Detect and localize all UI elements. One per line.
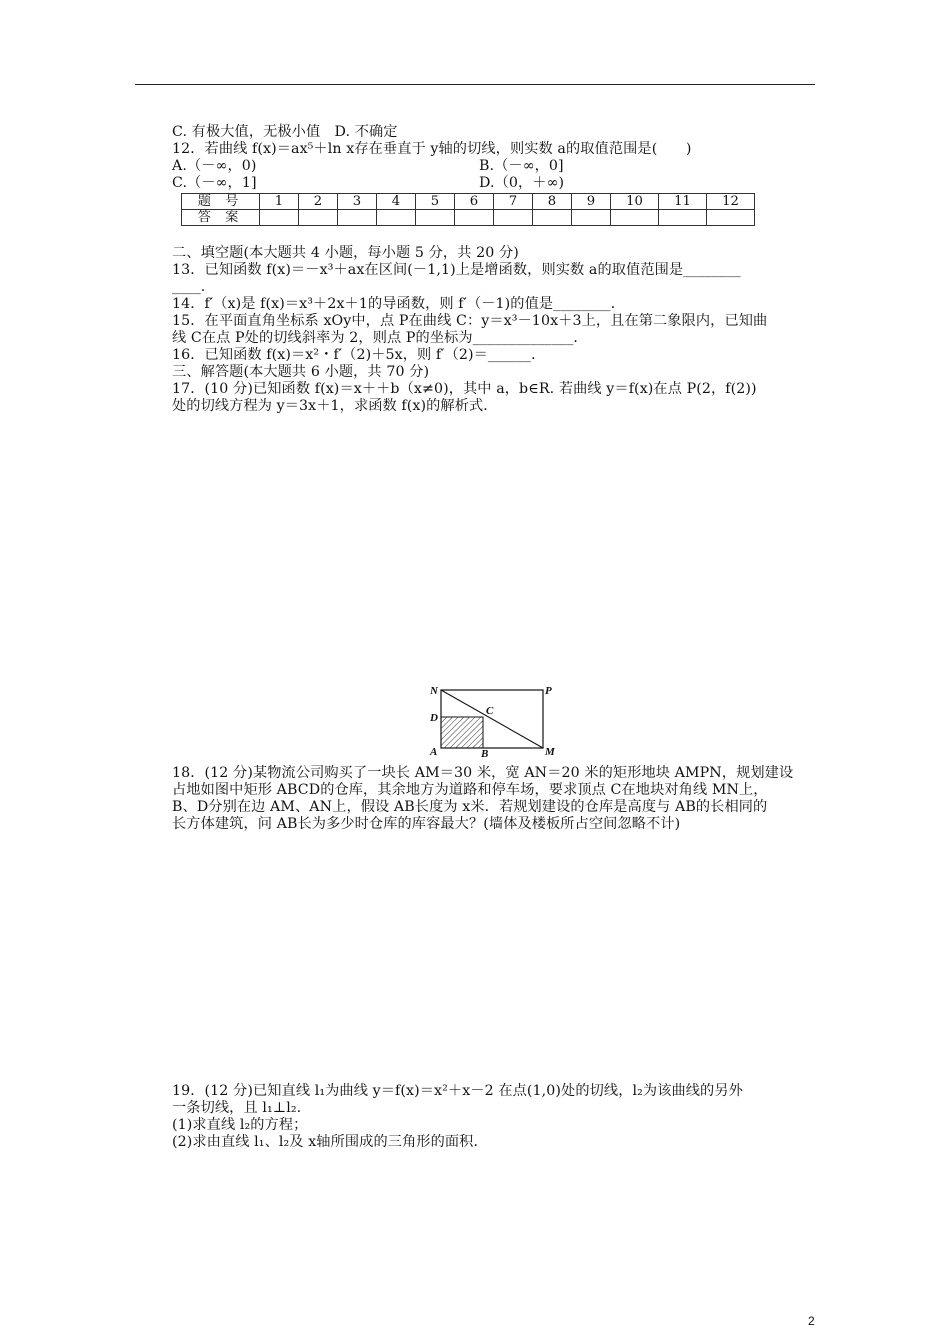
label-p: P bbox=[545, 685, 552, 697]
answer-cell[interactable] bbox=[377, 210, 416, 226]
answer-cell[interactable] bbox=[611, 210, 659, 226]
q18-line2: 占地如图中矩形 ABCD的仓库，其余地方为道路和停车场，要求顶点 C在地块对角线 MN上， bbox=[172, 782, 768, 798]
answer-cell[interactable] bbox=[338, 210, 377, 226]
label-m: M bbox=[545, 746, 555, 757]
table-cell-number: 10 bbox=[611, 194, 659, 210]
q12-stem: 12．若曲线 f(x)＝ax⁵＋ln x存在垂直于 y轴的切线，则实数 a的取值范围是( ) bbox=[172, 141, 692, 157]
label-c: C bbox=[486, 705, 494, 717]
q12-option-a: A.（－∞，0) bbox=[172, 158, 257, 174]
answer-table bbox=[181, 193, 755, 226]
answer-cell[interactable] bbox=[299, 210, 338, 226]
answer-cell[interactable] bbox=[455, 210, 494, 226]
warehouse-abcd bbox=[441, 717, 483, 748]
section-2-heading: 二、填空题(本大题共 4 小题，每小题 5 分，共 20 分) bbox=[172, 245, 519, 261]
q19-line3: (1)求直线 l₂的方程； bbox=[172, 1117, 308, 1133]
q17-line1: 17．(10 分)已知函数 f(x)＝x＋＋b（x≠0)，其中 a，b∈R. 若曲线 y＝f(x)在点 P(2，f(2)) bbox=[172, 381, 757, 397]
q13-line2: ____. bbox=[172, 279, 206, 295]
q16: 16．已知函数 f(x)＝x²・f′（2)＋5x，则 f′（2)＝______． bbox=[172, 347, 546, 363]
table-cell-number: 4 bbox=[377, 194, 416, 210]
answer-cell[interactable] bbox=[533, 210, 572, 226]
q18-line4: 长方体建筑，问 AB长为多少时仓库的库容最大？(墙体及楼板所占空间忽略不计) bbox=[172, 816, 681, 832]
answer-cell[interactable] bbox=[494, 210, 533, 226]
label-b: B bbox=[481, 748, 489, 757]
table-cell-number: 11 bbox=[659, 194, 707, 210]
q11-options-tail: C. 有极大值，无极小值 D. 不确定 bbox=[172, 124, 398, 140]
table-cell-number: 1 bbox=[260, 194, 299, 210]
table-cell-number: 2 bbox=[299, 194, 338, 210]
q17-line2: 处的切线方程为 y＝3x＋1，求函数 f(x)的解析式． bbox=[172, 398, 498, 414]
table-cell-number: 9 bbox=[572, 194, 611, 210]
page-number: 2 bbox=[808, 1314, 815, 1328]
answer-table-answer-row bbox=[182, 210, 755, 226]
answer-cell[interactable] bbox=[260, 210, 299, 226]
answer-cell[interactable] bbox=[416, 210, 455, 226]
answer-table-number-row bbox=[182, 194, 755, 210]
q18-line1: 18．(12 分)某物流公司购买了一块长 AM＝30 米，宽 AN＝20 米的矩形地块 AMPN，规划建设 bbox=[172, 765, 794, 781]
q12-option-c: C.（－∞，1] bbox=[172, 175, 257, 191]
q19-line1: 19．(12 分)已知直线 l₁为曲线 y＝f(x)＝x²＋x－2 在点(1,0)处的切线，l₂为该曲线的另外 bbox=[172, 1083, 743, 1099]
q18-line3: B、D分别在边 AM、AN上，假设 AB长度为 x米．若规划建设的仓库是高度与 AB的长相同的 bbox=[172, 799, 768, 815]
answer-cell[interactable] bbox=[572, 210, 611, 226]
q19-line4: (2)求由直线 l₁、l₂及 x轴所围成的三角形的面积． bbox=[172, 1134, 488, 1150]
q19-line2: 一条切线，且 l₁⊥l₂. bbox=[172, 1100, 302, 1116]
answer-cell[interactable] bbox=[659, 210, 707, 226]
table-cell-number: 3 bbox=[338, 194, 377, 210]
table-cell-number: 6 bbox=[455, 194, 494, 210]
q13-line1: 13．已知函数 f(x)＝－x³＋ax在区间(－1,1)上是增函数，则实数 a的取值范围是________ bbox=[172, 262, 741, 278]
table-cell-number: 5 bbox=[416, 194, 455, 210]
section-3-heading: 三、解答题(本大题共 6 小题，共 70 分) bbox=[172, 364, 430, 380]
q12-option-b: B.（－∞，0] bbox=[479, 158, 564, 174]
table-cell-number: 12 bbox=[707, 194, 755, 210]
label-n: N bbox=[430, 685, 438, 697]
header-rule bbox=[135, 84, 815, 85]
table-header-number: 题 号 bbox=[182, 194, 260, 210]
table-cell-number: 8 bbox=[533, 194, 572, 210]
answer-cell[interactable] bbox=[707, 210, 755, 226]
q12-option-d: D.（0，＋∞) bbox=[479, 175, 565, 191]
q14: 14．f′（x)是 f(x)＝x³＋2x＋1的导函数，则 f′（－1)的值是________． bbox=[172, 296, 626, 312]
label-d: D bbox=[430, 712, 438, 724]
rectangle-diagram bbox=[424, 683, 564, 757]
table-header-answer: 答 案 bbox=[182, 210, 260, 226]
table-cell-number: 7 bbox=[494, 194, 533, 210]
q15-line1: 15．在平面直角坐标系 xOy中，点 P在曲线 C：y＝x³－10x＋3上，且在第二象限内，已知曲 bbox=[172, 313, 768, 329]
label-a: A bbox=[430, 746, 438, 757]
q15-line2: 线 C在点 P处的切线斜率为 2，则点 P的坐标为______________． bbox=[172, 330, 588, 346]
